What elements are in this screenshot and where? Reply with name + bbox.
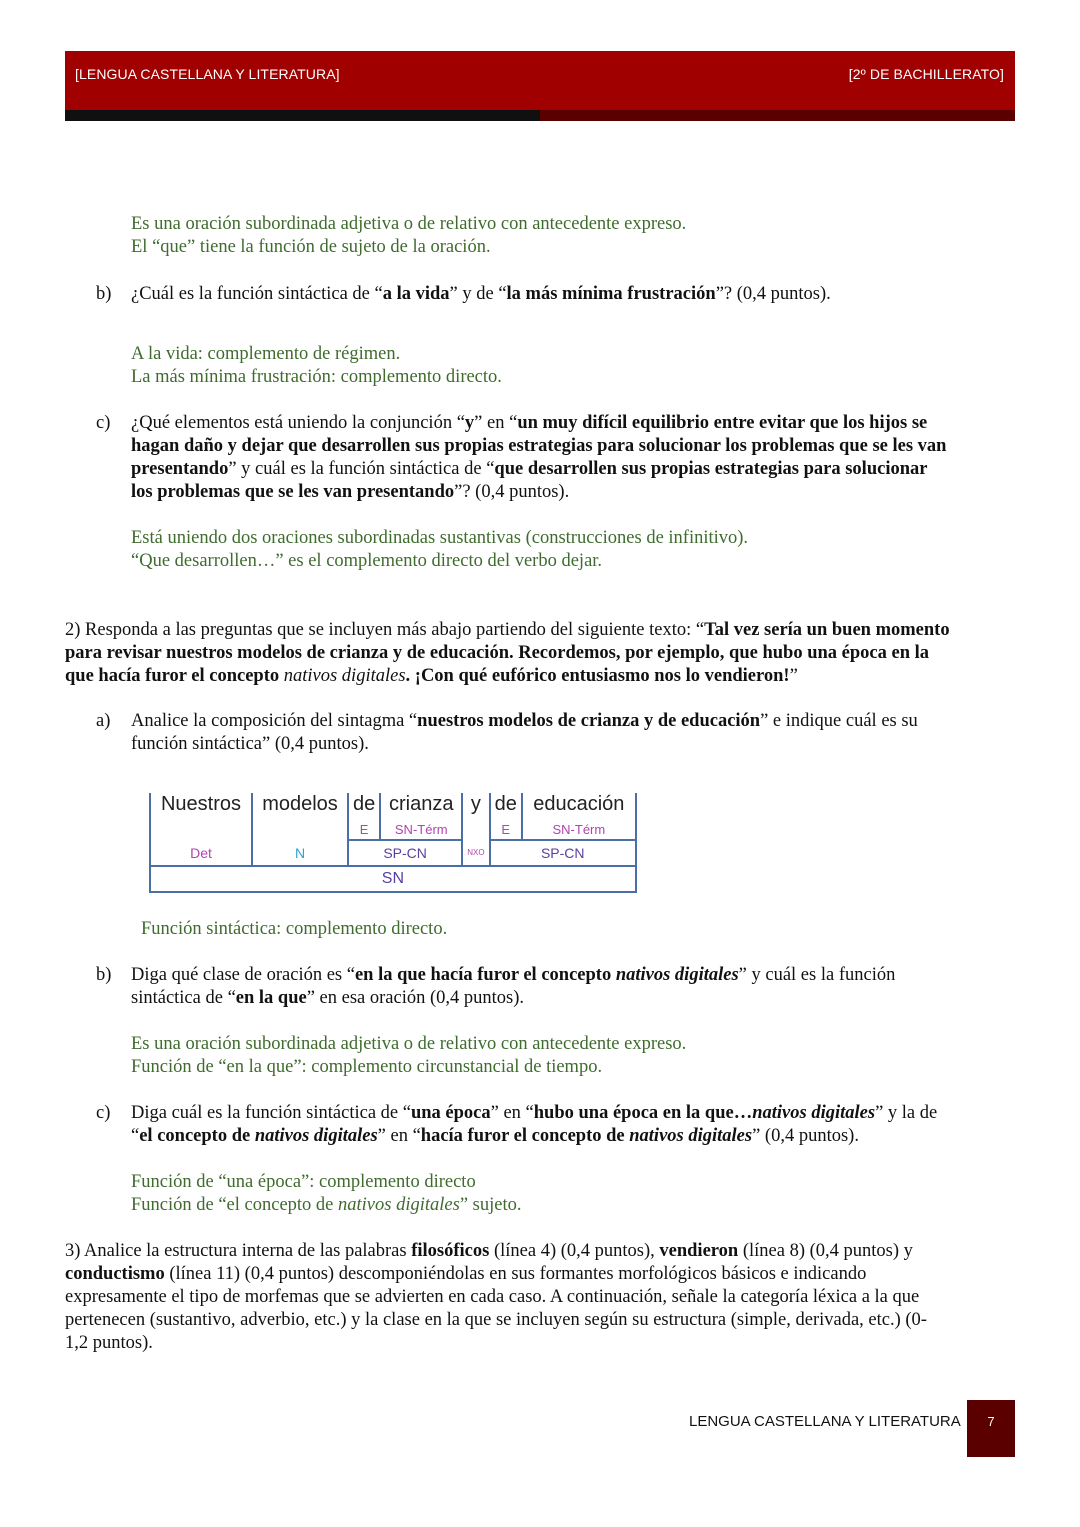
label-sp-cn-1: SP-CN [348, 840, 462, 866]
label-e-2: E [490, 819, 522, 840]
answer-1c-line2: “Que desarrollen…” es el complemento directo del verbo dejar. [131, 551, 603, 571]
answer-2b-line1: Es una oración subordinada adjetiva o de relativo con antecedente expreso. [131, 1034, 687, 1054]
answer-1a-line2: El “que” tiene la función de sujeto de la oración. [131, 237, 491, 257]
label-sn-term-2: SN-Térm [522, 819, 636, 840]
question-2c-line1: Diga cuál es la función sintáctica de “una época” en “hubo una época en la que…nativos digitales” y la de [131, 1103, 938, 1123]
footer-title: LENGUA CASTELLANA Y LITERATURA [689, 1413, 961, 1430]
answer-1a-line1: Es una oración subordinada adjetiva o de relativo con antecedente expreso. [131, 214, 687, 234]
question-1c-marker: c) [96, 413, 111, 433]
word-modelos: modelos [252, 793, 348, 840]
word-crianza: crianza [380, 793, 462, 819]
question-3-line3: expresamente el tipo de morfemas que se advierten en cada caso. A continuación, señale la categoría léxica a la que [65, 1287, 920, 1307]
header-bar-maroon [540, 110, 1015, 121]
question-2b-marker: b) [96, 965, 112, 985]
answer-1b-line2: La más mínima frustración: complemento directo. [131, 367, 502, 387]
label-sn: SN [150, 866, 636, 892]
word-de-1: de [348, 793, 380, 819]
word-de-2: de [490, 793, 522, 819]
header-course: [2º DE BACHILLERATO] [848, 66, 1004, 82]
question-1c-line2: hagan daño y dejar que desarrollen sus propias estrategias para solucionar los problemas que se les van [131, 436, 947, 456]
page-header [65, 51, 1015, 110]
answer-2c-line2: Función de “el concepto de nativos digitales” sujeto. [131, 1195, 522, 1215]
label-sn-term-1: SN-Térm [380, 819, 462, 840]
question-2a-line2: función sintáctica” (0,4 puntos). [131, 734, 369, 754]
question-1c-line4: los problemas que se les van presentando”? (0,4 puntos). [131, 482, 570, 502]
question-1b-marker: b) [96, 284, 112, 304]
question-2-line2: para revisar nuestros modelos de crianza y de educación. Recordemos, por ejemplo, que hubo una época en la [65, 643, 930, 663]
word-nuestros: Nuestros [150, 793, 252, 840]
answer-2a: Función sintáctica: complemento directo. [141, 919, 448, 939]
question-3-line5: 1,2 puntos). [65, 1333, 153, 1353]
page-number: 7 [967, 1400, 1015, 1457]
question-1c-line1: ¿Qué elementos está uniendo la conjunción “y” en “un muy difícil equilibrio entre evitar que los hijos se [131, 413, 928, 433]
answer-2c-line1: Función de “una época”: complemento directo [131, 1172, 476, 1192]
question-2b-line2: sintáctica de “en la que” en esa oración (0,4 puntos). [131, 988, 525, 1008]
answer-1b-line1: A la vida: complemento de régimen. [131, 344, 401, 364]
label-sp-cn-2: SP-CN [490, 840, 636, 866]
word-y: y [462, 793, 489, 840]
question-3-line2: conductismo (línea 11) (0,4 puntos) descomponiéndolas en sus formantes morfológicos básicos e indicando [65, 1264, 867, 1284]
answer-2b-line2: Función de “en la que”: complemento circunstancial de tiempo. [131, 1057, 603, 1077]
question-2b-line1: Diga qué clase de oración es “en la que hacía furor el concepto nativos digitales” y cuál es la función [131, 965, 896, 985]
header-bar-dark [65, 110, 540, 121]
question-3-line4: pertenecen (sustantivo, adverbio, etc.) y la clase en la que se incluyen según su estructura (simple, derivada, etc.) (0- [65, 1310, 927, 1330]
question-2-line3: que hacía furor el concepto nativos digitales. ¡Con qué eufórico entusiasmo nos lo vendieron!” [65, 666, 798, 686]
label-det: Det [150, 840, 252, 866]
question-2-line1: 2) Responda a las preguntas que se incluyen más abajo partiendo del siguiente texto: “Tal vez sería un buen momento [65, 620, 950, 640]
answer-1c-line1: Está uniendo dos oraciones subordinadas sustantivas (construcciones de infinitivo). [131, 528, 749, 548]
label-nxo: NXO [462, 840, 489, 866]
question-1b: ¿Cuál es la función sintáctica de “a la vida” y de “la más mínima frustración”? (0,4 puntos). [131, 284, 831, 304]
label-n: N [252, 840, 348, 866]
question-3-line1: 3) Analice la estructura interna de las palabras filosóficos (línea 4) (0,4 puntos), vendieron (línea 8) (0,4 puntos) y [65, 1241, 913, 1261]
word-educacion: educación [522, 793, 636, 819]
question-2a-line1: Analice la composición del sintagma “nuestros modelos de crianza y de educación” e indique cuál es su [131, 711, 918, 731]
question-2a-marker: a) [96, 711, 111, 731]
syntax-analysis-table [149, 793, 637, 893]
question-2c-marker: c) [96, 1103, 111, 1123]
question-2c-line2: “el concepto de nativos digitales” en “hacía furor el concepto de nativos digitales” (0,4 puntos). [131, 1126, 859, 1146]
header-subject: [LENGUA CASTELLANA Y LITERATURA] [75, 66, 340, 82]
question-1c-line3: presentando” y cuál es la función sintáctica de “que desarrollen sus propias estrategias para solucionar [131, 459, 928, 479]
label-e-1: E [348, 819, 380, 840]
